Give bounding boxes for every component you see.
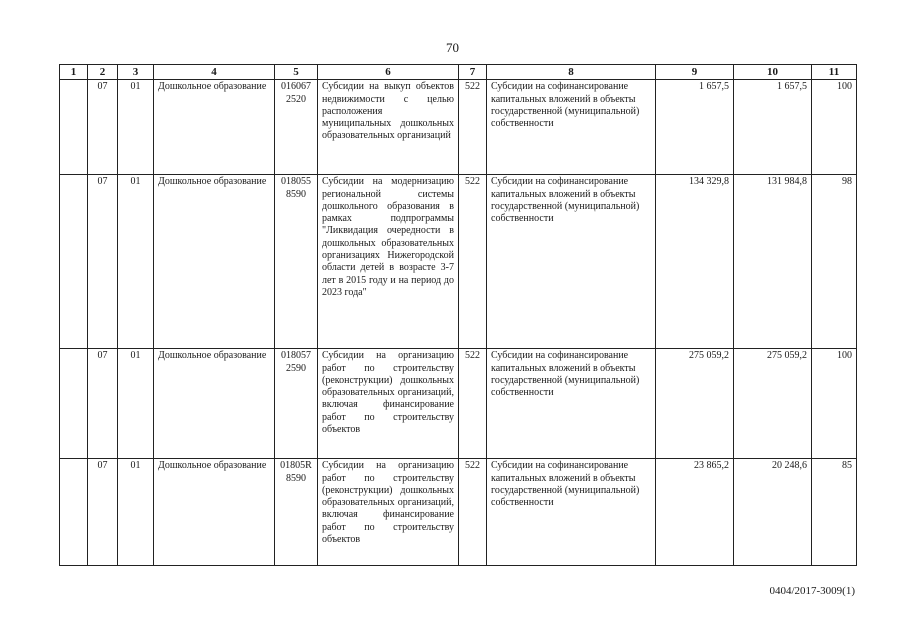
cell-target-code: 018055 8590 <box>275 175 318 349</box>
cell-planned-amount: 134 329,8 <box>656 175 734 349</box>
cell-target-code: 018057 2590 <box>275 349 318 459</box>
col-header-7: 7 <box>459 65 487 80</box>
cell-section: 07 <box>88 175 118 349</box>
document-code: 0404/2017-3009(1) <box>769 585 855 597</box>
cell-expense-name: Субсидии на софинансирование капитальных вложений в объекты государственной (муниципальной) собственности <box>487 349 656 459</box>
cell-section: 07 <box>88 80 118 175</box>
cell-expense-type: 522 <box>459 80 487 175</box>
col-header-3: 3 <box>118 65 154 80</box>
cell-percent: 100 <box>812 80 857 175</box>
budget-table <box>59 64 857 566</box>
cell-target-name: Субсидии на выкуп объектов недвижимости с целью расположения муниципальных дошкольных образовательных организаций <box>318 80 459 175</box>
cell-c1 <box>60 459 88 566</box>
table-row <box>60 175 857 349</box>
table-row <box>60 349 857 459</box>
cell-section: 07 <box>88 349 118 459</box>
cell-section-name: Дошкольное образование <box>154 80 275 175</box>
cell-section: 07 <box>88 459 118 566</box>
col-header-6: 6 <box>318 65 459 80</box>
table-header <box>60 65 857 80</box>
cell-target-name: Субсидии на модернизацию региональной системы дошкольного образования в рамках подпрограммы "Ликвидация очередности в дошкольных образовательных организациях Нижегородской области детей в возрасте 3-7 лет в 2015 году и на период до 2023 года" <box>318 175 459 349</box>
cell-expense-name: Субсидии на софинансирование капитальных вложений в объекты государственной (муниципальной) собственности <box>487 459 656 566</box>
col-header-10: 10 <box>734 65 812 80</box>
cell-c1 <box>60 349 88 459</box>
col-header-9: 9 <box>656 65 734 80</box>
col-header-5: 5 <box>275 65 318 80</box>
cell-section-name: Дошкольное образование <box>154 459 275 566</box>
cell-section-name: Дошкольное образование <box>154 175 275 349</box>
cell-expense-type: 522 <box>459 459 487 566</box>
page-number: 70 <box>446 40 459 55</box>
cell-planned-amount: 1 657,5 <box>656 80 734 175</box>
table-row <box>60 459 857 566</box>
cell-target-code: 016067 2520 <box>275 80 318 175</box>
cell-actual-amount: 1 657,5 <box>734 80 812 175</box>
cell-percent: 85 <box>812 459 857 566</box>
cell-percent: 100 <box>812 349 857 459</box>
cell-expense-name: Субсидии на софинансирование капитальных вложений в объекты государственной (муниципальной) собственности <box>487 80 656 175</box>
cell-c1 <box>60 80 88 175</box>
cell-planned-amount: 275 059,2 <box>656 349 734 459</box>
header-row <box>60 65 857 80</box>
cell-target-name: Субсидии на организацию работ по строительству (реконструкции) дошкольных образовательных организаций, включая финансирование работ по строительству объектов <box>318 349 459 459</box>
cell-percent: 98 <box>812 175 857 349</box>
cell-actual-amount: 275 059,2 <box>734 349 812 459</box>
col-header-11: 11 <box>812 65 857 80</box>
cell-subsection: 01 <box>118 175 154 349</box>
cell-planned-amount: 23 865,2 <box>656 459 734 566</box>
cell-actual-amount: 131 984,8 <box>734 175 812 349</box>
cell-subsection: 01 <box>118 80 154 175</box>
cell-target-name: Субсидии на организацию работ по строительству (реконструкции) дошкольных образовательных организаций, включая финансирование работ по строительству объектов <box>318 459 459 566</box>
cell-subsection: 01 <box>118 459 154 566</box>
table-body <box>60 80 857 566</box>
cell-target-code: 01805R 8590 <box>275 459 318 566</box>
cell-subsection: 01 <box>118 349 154 459</box>
col-header-1: 1 <box>60 65 88 80</box>
col-header-8: 8 <box>487 65 656 80</box>
col-header-4: 4 <box>154 65 275 80</box>
cell-expense-type: 522 <box>459 349 487 459</box>
cell-actual-amount: 20 248,6 <box>734 459 812 566</box>
col-header-2: 2 <box>88 65 118 80</box>
cell-expense-type: 522 <box>459 175 487 349</box>
cell-section-name: Дошкольное образование <box>154 349 275 459</box>
table-row <box>60 80 857 175</box>
cell-c1 <box>60 175 88 349</box>
cell-expense-name: Субсидии на софинансирование капитальных вложений в объекты государственной (муниципальной) собственности <box>487 175 656 349</box>
